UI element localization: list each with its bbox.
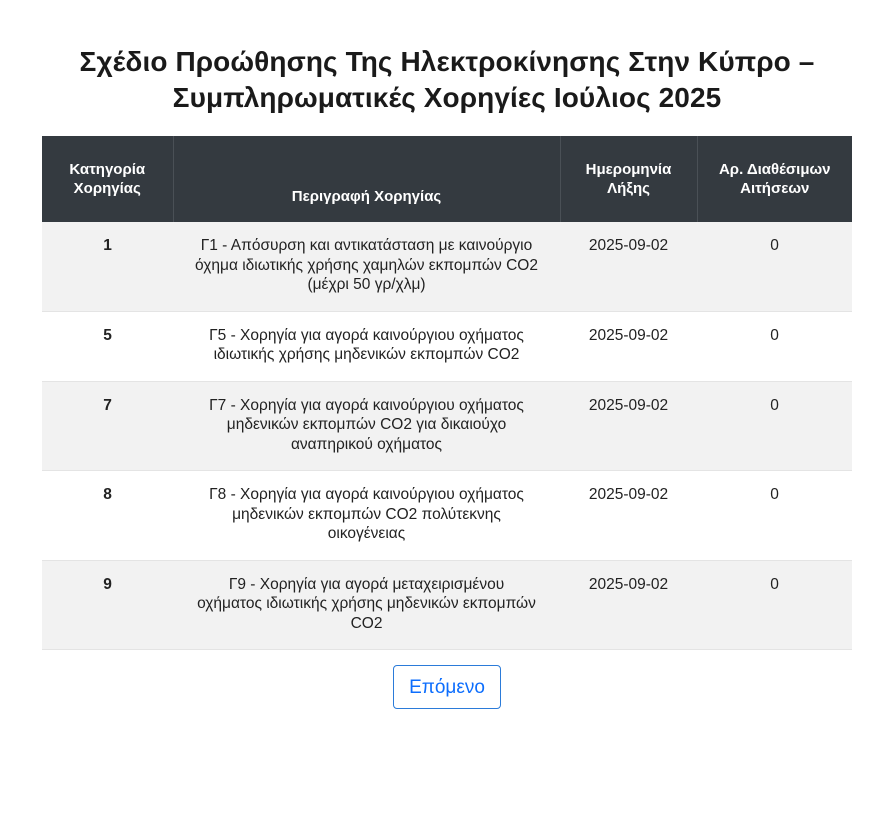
grants-table-container: [42, 136, 852, 650]
next-button[interactable]: Επόμενο: [393, 665, 501, 709]
cell-category: 8: [42, 471, 173, 561]
table-row: [42, 311, 852, 381]
table-header: [42, 136, 852, 222]
header-category: Κατηγορία Χορηγίας: [42, 136, 173, 222]
cell-available-applications: 0: [697, 471, 852, 561]
cell-description: Γ9 - Χορηγία για αγορά μεταχειρισμένου οχήματος ιδιωτικής χρήσης μηδενικών εκπομπών CO2: [173, 560, 560, 650]
table-row: [42, 471, 852, 561]
header-available-applications: Αρ. Διαθέσιμων Αιτήσεων: [697, 136, 852, 222]
header-description: Περιγραφή Χορηγίας: [173, 136, 560, 222]
cell-description: Γ1 - Απόσυρση και αντικατάσταση με καινούργιο όχημα ιδιωτικής χρήσης χαμηλών εκπομπών CO2 (μέχρι 50 γρ/χλμ): [173, 222, 560, 311]
cell-category: 5: [42, 311, 173, 381]
table-body: [42, 222, 852, 650]
cell-category: 7: [42, 381, 173, 471]
page-title-line-1: Σχέδιο Προώθησης Της Ηλεκτροκίνησης Στην Κύπρο –: [79, 46, 815, 77]
cell-description: Γ5 - Χορηγία για αγορά καινούργιου οχήματος ιδιωτικής χρήσης μηδενικών εκπομπών CO2: [173, 311, 560, 381]
header-expiry-date: Ημερομηνία Λήξης: [560, 136, 697, 222]
cell-expiry-date: 2025-09-02: [560, 311, 697, 381]
cell-available-applications: 0: [697, 222, 852, 311]
table-row: [42, 222, 852, 311]
table-row: [42, 560, 852, 650]
table-header-row: [42, 136, 852, 222]
cell-available-applications: 0: [697, 381, 852, 471]
table-row: [42, 381, 852, 471]
cell-available-applications: 0: [697, 311, 852, 381]
cell-category: 9: [42, 560, 173, 650]
cell-expiry-date: 2025-09-02: [560, 560, 697, 650]
cell-expiry-date: 2025-09-02: [560, 222, 697, 311]
cell-available-applications: 0: [697, 560, 852, 650]
cell-category: 1: [42, 222, 173, 311]
page-title: [0, 44, 871, 116]
grants-table: [42, 136, 852, 650]
cell-expiry-date: 2025-09-02: [560, 381, 697, 471]
cell-expiry-date: 2025-09-02: [560, 471, 697, 561]
cell-description: Γ7 - Χορηγία για αγορά καινούργιου οχήματος μηδενικών εκπομπών CO2 για δικαιούχο αναπηρικού οχήματος: [173, 381, 560, 471]
cell-description: Γ8 - Χορηγία για αγορά καινούργιου οχήματος μηδενικών εκπομπών CO2 πολύτεκνης οικογένειας: [173, 471, 560, 561]
pagination: [0, 665, 871, 709]
page-title-line-2: Συμπληρωματικές Χορηγίες Ιούλιος 2025: [172, 82, 722, 113]
